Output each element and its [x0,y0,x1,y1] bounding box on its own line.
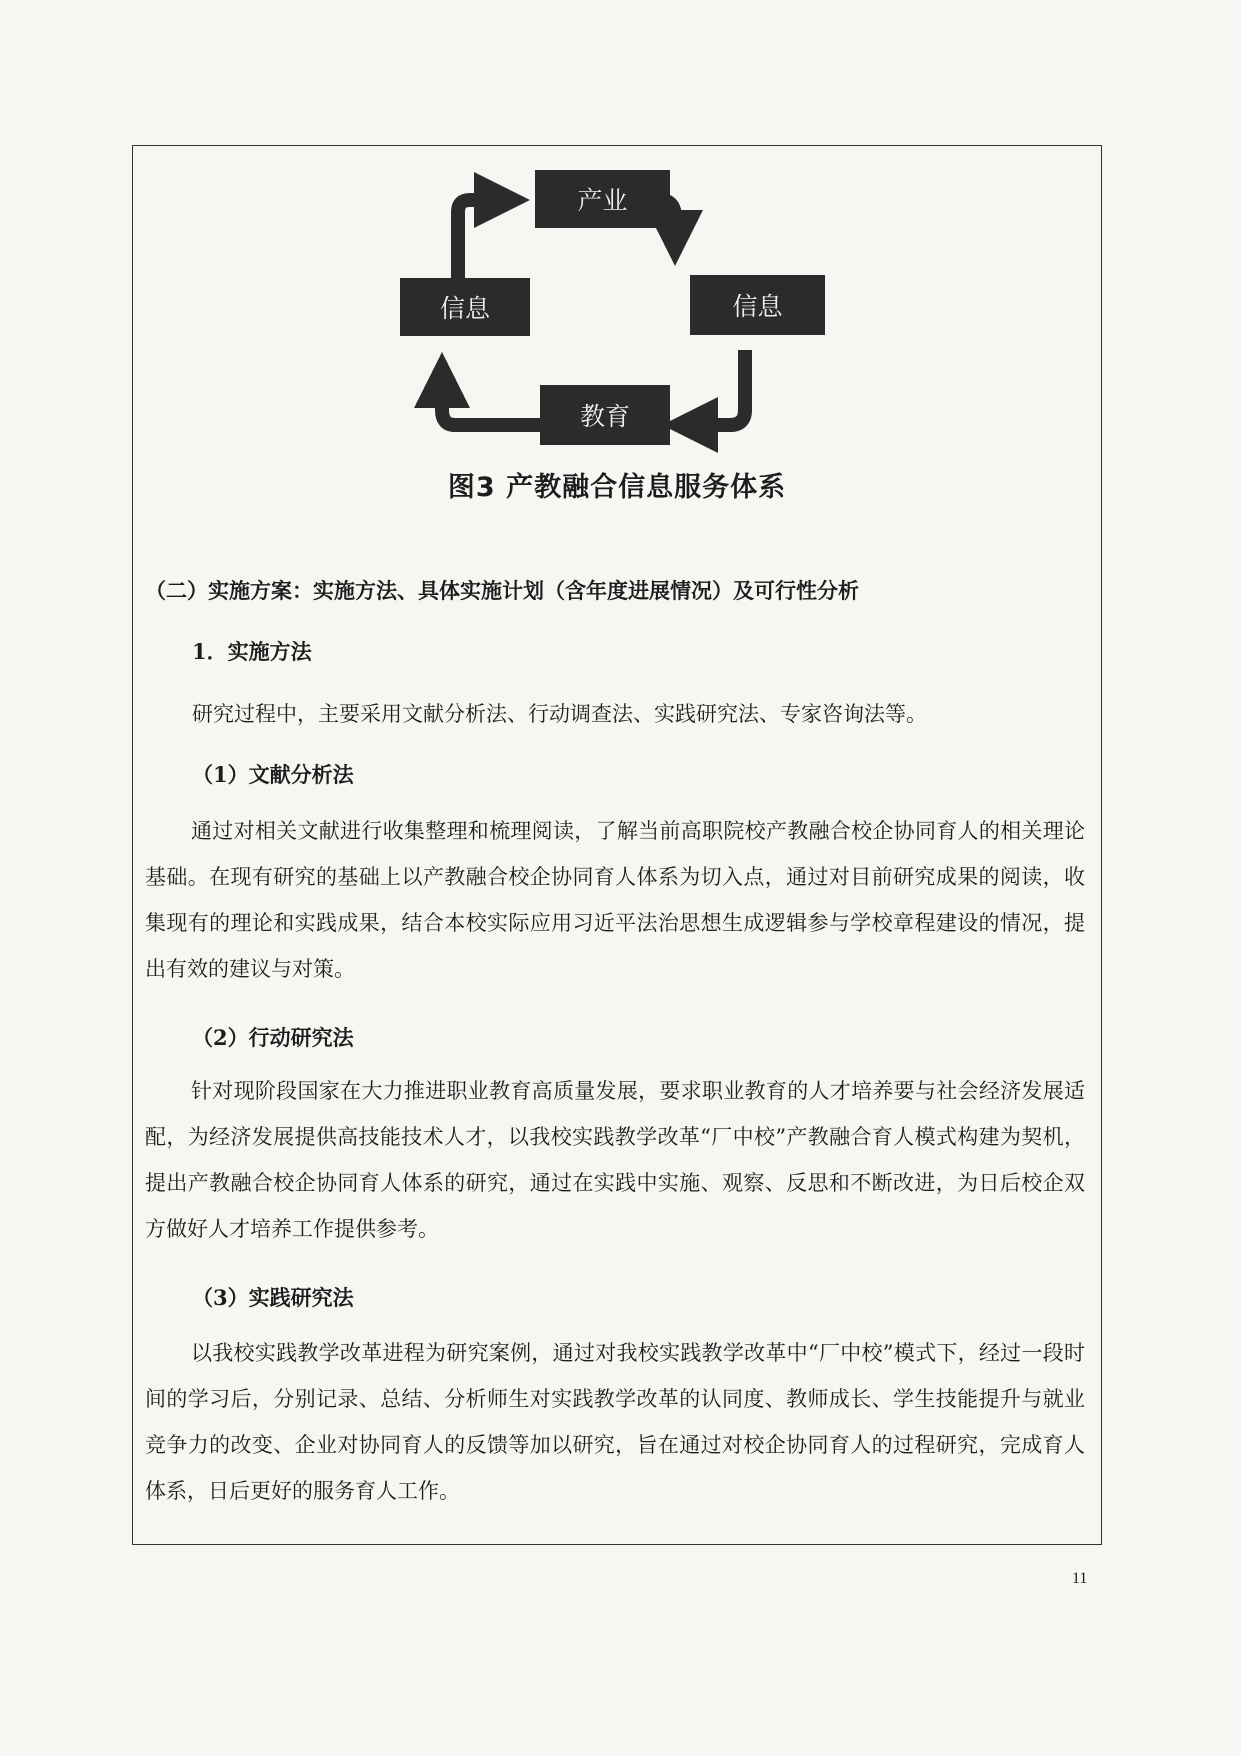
sub-heading: 1．实施方法 [192,639,312,664]
node-information-right: 信息 [690,275,825,335]
node-information-left: 信息 [400,278,530,336]
method-paragraph: 通过对相关文献进行收集整理和梳理阅读，了解当前高职院校产教融合校企协同育人的相关理论基础。在现有研究的基础上以产教融合校企协同育人体系为切入点，通过对目前研究成果的阅读，收集现有的理论和实践成果，结合本校实际应用习近平法治思想生成逻辑参与学校章程建设的情况，提出有效的建议与对策。 [145,819,1085,981]
arrow-top-left [458,200,502,278]
page-number: 11 [1072,1570,1088,1587]
node-industry: 产业 [535,170,670,228]
figure-caption: 图3 产教融合信息服务体系 [447,472,787,503]
arrow-bottom-right [690,350,745,425]
method-title: （1）文献分析法 [192,762,354,787]
method-paragraph: 以我校实践教学改革进程为研究案例，通过对我校实践教学改革中“厂中校”模式下，经过一段时间的学习后，分别记录、总结、分析师生对实践教学改革的认同度、教师成长、学生技能提升与就业竞争力的改变、企业对协同育人的反馈等加以研究，旨在通过对校企协同育人的过程研究，完成育人体系，日后更好的服务育人工作。 [145,1341,1085,1503]
cycle-diagram [390,170,830,460]
intro-paragraph: 研究过程中，主要采用文献分析法、行动调查法、实践研究法、专家咨询法等。 [192,702,927,726]
method-title: （3）实践研究法 [192,1285,354,1310]
section-heading: （二）实施方案：实施方法、具体实施计划（含年度进展情况）及可行性分析 [145,578,859,603]
method-paragraph: 针对现阶段国家在大力推进职业教育高质量发展，要求职业教育的人才培养要与社会经济发展适配，为经济发展提供高技能技术人才，以我校实践教学改革“厂中校”产教融合育人模式构建为契机，提出产教融合校企协同育人体系的研究，通过在实践中实施、观察、反思和不断改进，为日后校企双方做好人才培养工作提供参考。 [145,1079,1085,1241]
method-title: （2）行动研究法 [192,1025,354,1050]
node-education: 教育 [540,385,670,445]
arrow-bottom-left [442,380,540,425]
